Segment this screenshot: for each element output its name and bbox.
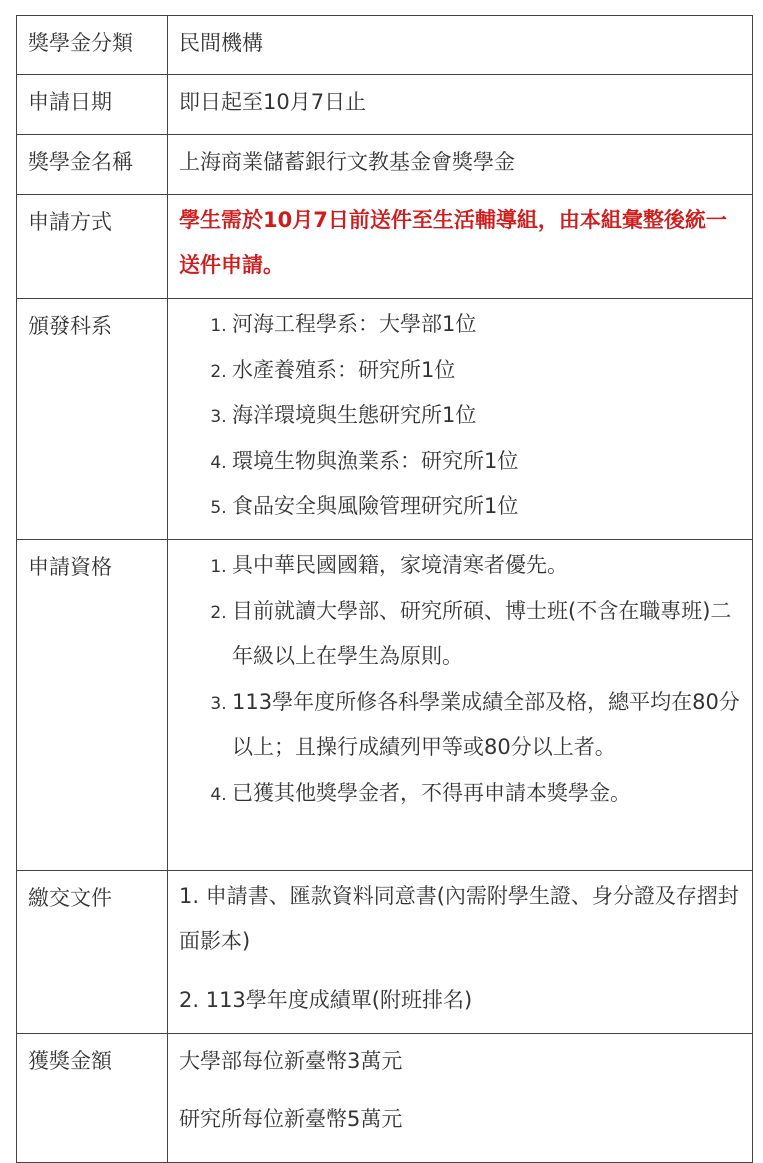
- label-amount: 獲獎金額: [17, 1034, 168, 1163]
- row-category: [17, 16, 753, 75]
- value-departments: [168, 299, 753, 540]
- row-amount: [17, 1034, 753, 1163]
- value-amount: [168, 1034, 753, 1163]
- document-item: 1. 申請書、匯款資料同意書(內需附學生證、身分證及存摺封面影本): [179, 884, 739, 953]
- label-name: 獎學金名稱: [17, 135, 168, 195]
- label-departments: 頒發科系: [17, 299, 168, 540]
- label-method: 申請方式: [17, 195, 168, 299]
- amount-item: 大學部每位新臺幣3萬元: [179, 1049, 403, 1073]
- row-eligibility: [17, 540, 753, 871]
- row-name: [17, 135, 753, 195]
- label-eligibility: 申請資格: [17, 540, 168, 871]
- label-documents: 繳交文件: [17, 871, 168, 1034]
- label-date: 申請日期: [17, 75, 168, 135]
- row-method: [17, 195, 753, 299]
- department-item: 2. 水產養殖系：研究所1位: [232, 348, 744, 394]
- department-item: 1. 河海工程學系：大學部1位: [232, 302, 744, 348]
- value-eligibility: [168, 540, 753, 871]
- department-item: 5. 食品安全與風險管理研究所1位: [232, 484, 744, 530]
- document-item: 2. 113學年度成績單(附班排名): [179, 988, 473, 1012]
- department-item: 4. 環境生物與漁業系：研究所1位: [232, 439, 744, 485]
- amount-item: 研究所每位新臺幣5萬元: [179, 1107, 403, 1131]
- value-method: 學生需於10月7日前送件至生活輔導組，由本組彙整後統一送件申請。: [168, 195, 753, 299]
- eligibility-item: 2. 目前就讀大學部、研究所碩、博士班(不含在職專班)二年級以上在學生為原則。: [232, 589, 744, 680]
- eligibility-item: 4. 已獲其他獎學金者，不得再申請本獎學金。: [232, 771, 744, 817]
- value-category: 民間機構: [168, 16, 753, 75]
- label-category: 獎學金分類: [17, 16, 168, 75]
- scholarship-info-table: [16, 15, 753, 1163]
- row-documents: [17, 871, 753, 1034]
- value-name: 上海商業儲蓄銀行文教基金會獎學金: [168, 135, 753, 195]
- row-departments: [17, 299, 753, 540]
- value-date: 即日起至10月7日止: [168, 75, 753, 135]
- eligibility-item: 1. 具中華民國國籍，家境清寒者優先。: [232, 543, 744, 589]
- department-item: 3. 海洋環境與生態研究所1位: [232, 393, 744, 439]
- value-documents: [168, 871, 753, 1034]
- row-date: [17, 75, 753, 135]
- eligibility-item: 3. 113學年度所修各科學業成績全部及格，總平均在80分以上；且操行成績列甲等或80分以上者。: [232, 680, 744, 771]
